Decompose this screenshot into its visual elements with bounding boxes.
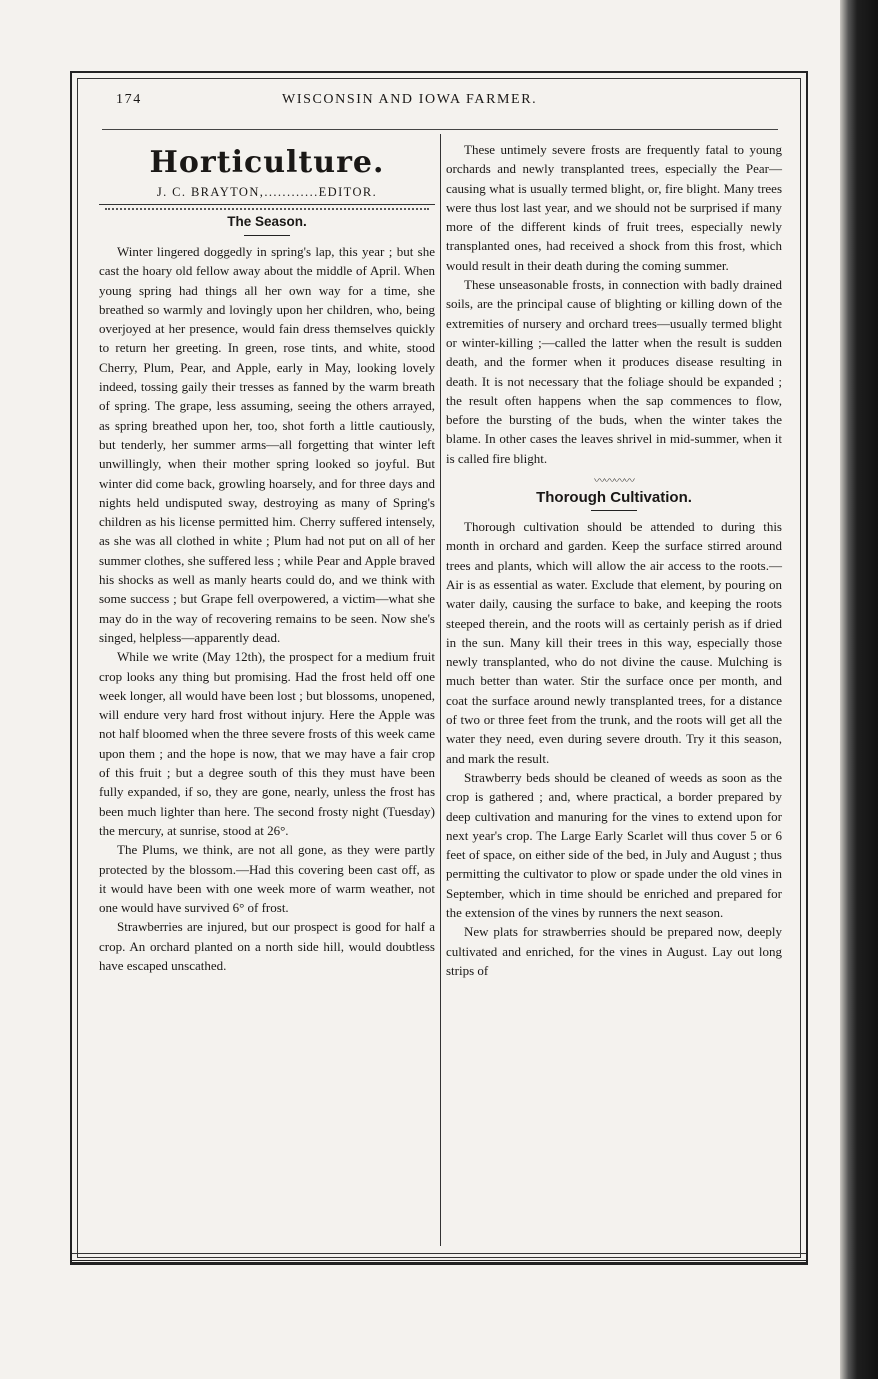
- ornamental-separator: [105, 208, 429, 210]
- article-paragraph: These untimely severe frosts are frequently fatal to young orchards and newly transplanted trees, especially the Pear—causing what is usually termed blight, or, fire blight. Many trees were thus lost last year, and we should not be surprised if many more of the different kinds of fruit trees, especially newly transplanted ones, had received a shock from this frost, which would result in their death during the coming summer.: [446, 142, 782, 273]
- book-spine-shadow: [840, 0, 878, 1379]
- article-paragraph: Winter lingered doggedly in spring's lap, this year ; but she cast the hoary old fellow away about the middle of April. When young spring had things all her own way for a time, she breathed so warmly and lovingly upon her children, who, being overjoyed at her presence, would fain dress themselves quickly to return her greeting. In green, rose tints, and white, stood Cherry, Plum, Pear, and Apple, early in May, looking lovely indeed, tossing gaily their tresses as fanned by the warm breath of spring. The grape, less assuming, seeing the others arrayed, as spring breathed upon her, too, shot forth a little cautiously, but tenderly, her summer arms—all forgetting that winter left unwillingly, when their mother spring looked so joyful. But winter did come back, growling hoarsely, and for three days and nights held undisputed sway, destroying as many of Spring's children as his license permitted him. Cherry suffered intensely, as she was all clothed in white ; Plum had not put on all of her summer clothes, she suffered less ; while Pear and Apple braved his shocks as well as manly hearts could do, and we think with some success ; but Grape fell overpowered, a victim—what she may do in the way of recovering remains to be seen. Now she's singed, helpless—apparently dead.: [99, 244, 435, 645]
- left-column: [99, 140, 435, 975]
- department-title: Horticulture.: [149, 145, 385, 180]
- article-title: Thorough Cultivation.: [536, 489, 692, 507]
- column-divider: [440, 134, 441, 1246]
- header-rule: [102, 129, 778, 130]
- wavy-separator: 〰〰〰〰: [594, 475, 634, 488]
- title-underline: [591, 510, 637, 511]
- running-title: WISCONSIN AND IOWA FARMER.: [282, 92, 538, 107]
- article-paragraph: New plats for strawberries should be prepared now, deeply cultivated and enriched, for the vines in August. Lay out long strips of: [446, 924, 782, 978]
- page-number: 174: [116, 92, 142, 107]
- article-paragraph: Strawberries are injured, but our prospect is good for half a crop. An orchard planted on a north side hill, would doubtless have escaped unscathed.: [99, 919, 435, 973]
- article-paragraph: While we write (May 12th), the prospect for a medium fruit crop looks any thing but promising. Had the frost held off one week longer, all would have been lost ; but blossoms, unopened, will endure very hard frost without injury. Here the Apple was not half bloomed when the three severe frosts of this week came upon them ; and the hope is now, that we may have a fair crop of this fruit ; but a degree south of this they must have been fully expanded, if so, they are gone, nearly, unless the frost has been much lighter than here. The second frosty night (Tuesday) the mercury, at sunrise, stood at 26°.: [99, 649, 435, 838]
- page-bottom-rule: [72, 1253, 806, 1263]
- right-column: [446, 140, 782, 980]
- title-underline: [244, 235, 290, 236]
- article-paragraph: Strawberry beds should be cleaned of weeds as soon as the crop is gathered ; and, where practical, a border prepared by deep cultivation and manuring for the vines to extend upon for next year's crop. The Large Early Scarlet will thus cover 5 or 6 feet of space, on either side of the bed, in July and August ; thus permitting the cultivator to plow or spade under the old vines in September, which in time should be enriched and prepared for the extension of the vines by runners the next season.: [446, 769, 782, 920]
- article-title: The Season.: [227, 214, 307, 229]
- article-paragraph: Thorough cultivation should be attended to during this month in orchard and garden. Keep the surface stirred around trees and plants, which will allow the air access to the roots.—Air is as essential as water. Exclude that element, by pouring on water daily, causing the surface to bake, and keeping the roots steeped therein, and the roots will as certainly perish as if dried in the sun. Many kill their trees in this way, especially those newly transplanted, who do not divine the cause. Mulching is much better than water. Stir the surface once per month, and coat the surface around newly transplanted trees, for a distance of two or three feet from the trunk, and the roots will get all the water they need, even during severe drouth. Try it this season, and mark the result.: [446, 519, 782, 766]
- article-paragraph: These unseasonable frosts, in connection with badly drained soils, are the principal cause of blighting or killing down of the extremities of nursery and orchard trees—usually termed blight or winter-killing ;—called the latter when the result is sudden death, and the former when it produces disease resulting in death. It is not necessary that the foliage should be expanded ; the result often happens when the sap commences to flow, before the bursting of the buds, when the winter takes the blame. In other cases the leaves shrivel in mid-summer, when it is called fire blight.: [446, 277, 782, 466]
- article-paragraph: The Plums, we think, are not all gone, as they were partly protected by the blossom.—Had this covering been cast off, as it would have been with one week more of warm weather, not one would have survived 6° of frost.: [99, 842, 435, 916]
- editor-line: J. C. BRAYTON,............EDITOR.: [99, 184, 435, 205]
- page-header: [102, 92, 778, 114]
